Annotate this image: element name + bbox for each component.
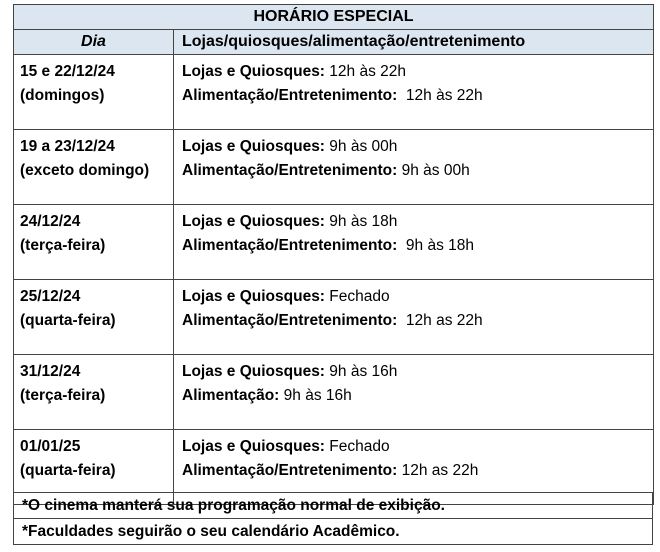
hours-value: 9h às 16h [324,363,398,380]
hours-line [182,459,653,483]
hours-label: Alimentação/Entretenimento: [182,87,398,104]
row-weekday-note: (terça-feira) [20,387,106,404]
hours-label: Lojas e Quiosques: [182,288,325,305]
row-date: 01/01/25 [20,438,81,455]
row-weekday-note: (quarta-feira) [20,312,116,329]
row-date: 31/12/24 [20,363,81,380]
cinema-note: *O cinema manterá sua programação normal de exibição. [14,493,653,519]
row-weekday-note: (domingos) [20,87,105,104]
table-row [14,280,654,355]
note-row [14,493,653,519]
hours-value: Fechado [324,438,390,455]
hours-line [182,159,653,183]
hours-value: 9h às 00h [324,138,398,155]
hours-value: 9h às 16h [279,387,352,404]
hours-line [182,210,653,234]
hours-label: Lojas e Quiosques: [182,438,325,455]
table-row [14,55,654,130]
hours-value: 9h às 00h [397,162,470,179]
note-row [14,519,653,545]
table-row [14,205,654,280]
column-header-row [14,30,654,55]
column-header-day: Dia [14,30,174,55]
hours-cell [174,355,654,430]
row-date: 15 e 22/12/24 [20,63,115,80]
hours-label: Alimentação/Entretenimento: [182,162,398,179]
hours-label: Alimentação/Entretenimento: [182,312,398,329]
hours-cell [174,130,654,205]
hours-cell [174,55,654,130]
table-row [14,130,654,205]
day-cell [14,355,174,430]
day-cell [14,130,174,205]
hours-line [182,60,653,84]
hours-line [182,384,653,408]
special-hours-table [13,4,654,505]
hours-line [182,309,653,333]
hours-line [182,360,653,384]
row-date: 24/12/24 [20,213,81,230]
day-cell [14,55,174,130]
hours-line [182,285,653,309]
day-cell [14,205,174,280]
hours-label: Lojas e Quiosques: [182,363,325,380]
row-date: 25/12/24 [20,288,81,305]
hours-value: 12h às 22h [397,87,483,104]
hours-value: 12h as 22h [397,312,483,329]
row-weekday-note: (exceto domingo) [20,162,150,179]
notes-table [13,492,653,545]
table-title-row [14,5,654,30]
hours-line [182,84,653,108]
row-weekday-note: (quarta-feira) [20,462,116,479]
table-title: HORÁRIO ESPECIAL [14,5,654,30]
hours-label: Alimentação/Entretenimento: [182,237,398,254]
row-date: 19 a 23/12/24 [20,138,115,155]
hours-label: Lojas e Quiosques: [182,138,325,155]
hours-label: Lojas e Quiosques: [182,63,325,80]
hours-value: 12h às 22h [324,63,406,80]
hours-line [182,435,653,459]
hours-cell [174,205,654,280]
table-row [14,355,654,430]
hours-value: 12h as 22h [397,462,479,479]
hours-cell [174,280,654,355]
row-weekday-note: (terça-feira) [20,237,106,254]
day-cell [14,280,174,355]
hours-line [182,234,653,258]
column-header-info: Lojas/quiosques/alimentação/entretenimento [174,30,654,55]
university-note: *Faculdades seguirão o seu calendário Acadêmico. [14,519,653,545]
hours-value: 9h às 18h [397,237,475,254]
hours-value: 9h às 18h [324,213,398,230]
hours-value: Fechado [324,288,390,305]
hours-line [182,135,653,159]
hours-label: Alimentação/Entretenimento: [182,462,398,479]
hours-label: Lojas e Quiosques: [182,213,325,230]
hours-label: Alimentação: [182,387,280,404]
